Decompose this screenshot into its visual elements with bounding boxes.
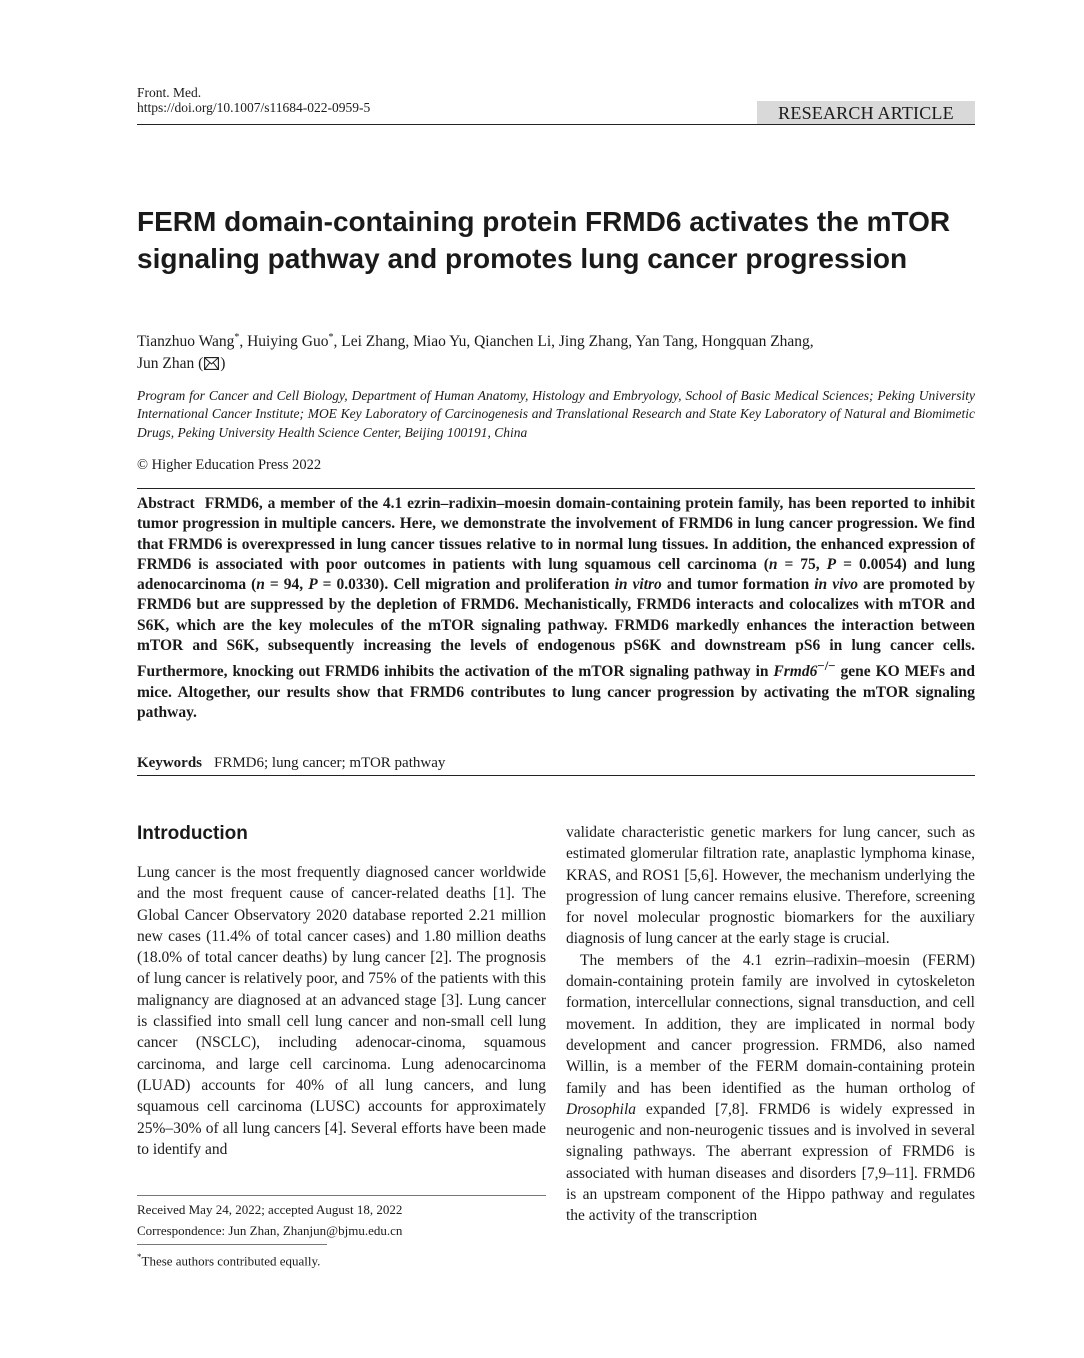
keywords <box>137 754 445 772</box>
abstract-text: = 75, <box>777 555 827 573</box>
author-separator: , <box>239 333 248 351</box>
abstract-symbol: P <box>826 555 837 573</box>
abstract-italic: in vivo <box>814 576 859 594</box>
section-heading-introduction: Introduction <box>137 823 248 844</box>
intro-left-column: Lung cancer is the most frequently diagnosed cancer worldwide and the most frequent cause of cancer-related deaths [1]. The Global Cancer Observatory 2020 database reported 2.21 million new cases (11.4% of total cancer cases) and 1.80 million deaths (18.0% of total cancer deaths) by lung cancer [2]. The prognosis of lung cancer is relatively poor, and 75% of the patients with this malignancy are diagnosed at an advanced stage [3]. Lung cancer is classified into small cell lung cancer and non-small cell lung cancer (NSCLC), including adenocar-cinoma, squamous carcinoma, and large cell carcinoma. Lung adenocarcinoma (LUAD) accounts for 40% of all lung cancers, and lung squamous cell carcinoma (LUSC) accounts for approximately 25%–30% of all lung cancers [4]. Several efforts have been made to identify and <box>137 864 546 1158</box>
intro-text: The members of the 4.1 ezrin–radixin–moesin (FERM) domain-containing protein family are involved in cytoskeleton formation, intercellular connections, signal transduction, and cell movement. In addition, they are implicated in normal body development and cancer progression. FRMD6, also named Willin, is a member of the FERM domain-containing protein family and has been identified as the human ortholog of <box>566 951 975 1097</box>
equal-contribution-mark: * <box>328 332 334 343</box>
keywords-value: FRMD6; lung cancer; mTOR pathway <box>214 755 446 771</box>
abstract-text: = 0.0330). Cell migration and proliferation <box>317 576 615 594</box>
header-rule <box>137 124 975 125</box>
abstract-text: = 0.0054) and lung adenocarcinoma ( <box>137 555 975 594</box>
gene-name: Frmd6 <box>773 663 818 681</box>
received-dates: Received May 24, 2022; accepted August 18, 2022 <box>137 1202 403 1217</box>
abstract-text: are promoted by FRMD6 but are suppressed by the depletion of FRMD6. Mechanistically, FRMD6 interacts and colocalizes with mTOR and S6K, which are the key molecules of the mTOR signaling pathway. FRMD6 markedly enhances the interaction between mTOR and S6K, subsequently increasing the levels of endogenous pS6K and downstream pS6 in lung cancer cells. Furthermore, knocking out FRMD6 inhibits the activation of the mTOR signaling pathway in <box>137 576 976 681</box>
author-list-rest: , Lei Zhang, Miao Yu, Qianchen Li, Jing Zhang, Yan Tang, Hongquan Zhang, <box>333 333 814 351</box>
keywords-label: Keywords <box>137 755 202 771</box>
abstract-text: and tumor formation <box>661 576 815 594</box>
gene-genotype: −/− <box>817 658 836 674</box>
article-title: FERM domain-containing protein FRMD6 activates the mTOR signaling pathway and promotes lung cancer progression <box>137 206 951 274</box>
doi-link[interactable]: https://doi.org/10.1007/s11684-022-0959-5 <box>137 100 371 115</box>
footnote-rule <box>137 1195 546 1196</box>
abstract-text: FRMD6, a member of the 4.1 ezrin–radixin–moesin domain-containing protein family, has been reported to inhibit tumor progression in multiple cancers. Here, we demonstrate the involvement of FRMD6 in lung cancer progression. We find that FRMD6 is overexpressed in lung cancer tissues relative to in normal lung tissues. In addition, the enhanced expression of FRMD6 is associated with poor outcomes in patients with lung squamous cell carcinoma ( <box>137 495 975 573</box>
abstract-text: = 94, <box>264 576 309 594</box>
intro-paragraph: validate characteristic genetic markers for lung cancer, such as estimated glomerular filtration rate, anaplastic lymphoma kinase, KRAS, and ROS1 [5,6]. However, the mechanism underlying the progression of lung cancer remains elusive. Therefore, screening for novel molecular prognostic biomarkers for the auxiliary diagnosis of lung cancer at the early stage is crucial. <box>566 824 975 948</box>
abstract-symbol: P <box>308 576 318 594</box>
equal-contribution-mark: * <box>234 332 240 343</box>
abstract-symbol: n <box>256 576 265 594</box>
abstract-italic: in vitro <box>614 576 662 594</box>
author-name[interactable]: Tianzhuo Wang <box>137 333 235 351</box>
article-type-badge: RESEARCH ARTICLE <box>757 101 975 125</box>
copyright-notice: © Higher Education Press 2022 <box>137 457 322 473</box>
envelope-icon[interactable] <box>204 355 219 377</box>
abstract-text: gene KO MEFs and mice. Altogether, our results show that FRMD6 contributes to lung cancer progression by activating the mTOR signaling pathway. <box>137 663 975 722</box>
corresponding-author[interactable]: Jun Zhan ( <box>137 355 204 373</box>
footnote-rule-short <box>137 1244 327 1245</box>
footnote-mark: * <box>137 1252 142 1262</box>
correspondence-note[interactable]: Correspondence: Jun Zhan, Zhanjun@bjmu.edu.cn <box>137 1223 403 1238</box>
author-name[interactable]: Huiying Guo <box>247 333 329 351</box>
intro-right-column <box>566 822 975 1227</box>
affiliation: Program for Cancer and Cell Biology, Department of Human Anatomy, Histology and Embryology, School of Basic Medical Sciences; Peking University International Cancer Institute; MOE Key Laboratory of Carcinogenesis and Translational Research and State Key Laboratory of Natural and Biomimetic Drugs, Peking University Health Science Center, Beijing 100191, China <box>137 388 975 440</box>
footnote-text: These authors contributed equally. <box>141 1253 321 1269</box>
intro-paragraph <box>566 950 975 1227</box>
species-name: Drosophila <box>566 1100 637 1118</box>
journal-name: Front. Med. <box>137 85 202 100</box>
equal-contribution-note <box>137 1249 320 1269</box>
abstract-top-rule <box>137 488 975 489</box>
keywords-rule <box>137 775 975 776</box>
abstract <box>137 494 975 723</box>
abstract-label: Abstract <box>137 495 195 512</box>
author-list: Tianzhuo Wang*, Huiying Guo*, Lei Zhang, Miao Yu, Qianchen Li, Jing Zhang, Yan Tang, Hongquan Zhang, Jun Zhan ( ) <box>137 327 977 377</box>
abstract-symbol: n <box>768 555 778 573</box>
intro-text: expanded [7,8]. FRMD6 is widely expressed in neurogenic and non-neurogenic tissues and is involved in several signaling pathways. The aberrant expression of FRMD6 is associated with human diseases and disorders [7,9–11]. FRMD6 is an upstream component of the Hippo pathway and regulates the activity of the transcription <box>566 1100 975 1225</box>
